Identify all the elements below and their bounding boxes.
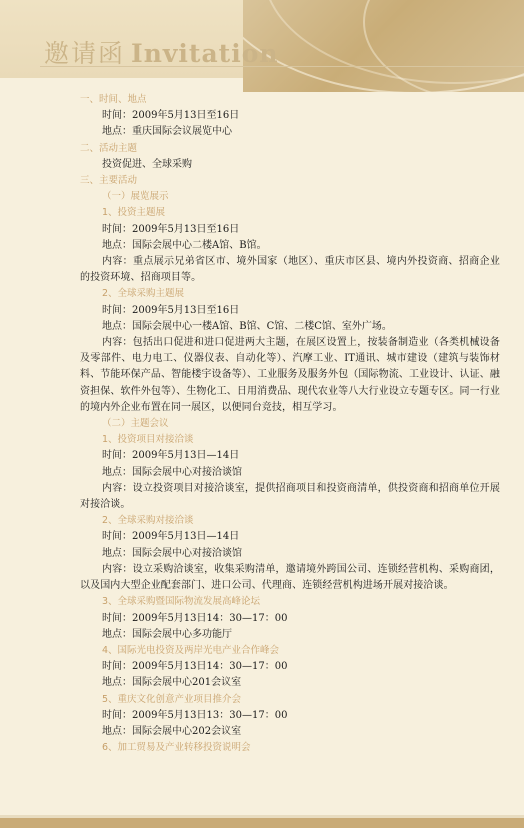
body-line: 地点：国际会展中心一楼A馆、B馆、C馆、二楼C馆、室外广场。 <box>102 320 392 332</box>
body-line: 时间：2009年5月13日—14日 <box>102 450 240 462</box>
body-paragraph: 内容：设立采购洽谈室，收集采购清单，邀请境外跨国公司、连锁经营机构、采购商团，以及国内大型企业配套部门、进口公司、代理商、连锁经营机构进场开展对接洽谈。 <box>80 563 500 592</box>
section-heading: 5、重庆文化创意产业项目推介会 <box>102 693 242 705</box>
section-heading: 3、全球采购暨国际物流发展高峰论坛 <box>102 596 261 608</box>
body-line: 时间：2009年5月13日13：30—17：00 <box>102 709 288 721</box>
section-heading: 2、全球采购对接洽谈 <box>102 515 194 527</box>
section-heading: 4、国际光电投资及两岸光电产业合作峰会 <box>102 644 280 656</box>
section-heading: （一）展览展示 <box>102 191 169 203</box>
body-line: 地点：国际会展中心对接洽谈馆 <box>102 547 242 559</box>
section-heading: 三、主要活动 <box>80 175 138 187</box>
body-paragraph: 内容：重点展示兄弟省区市、境外国家（地区）、重庆市区县、境内外投资商、招商企业的投资环境、招商项目等。 <box>80 256 500 284</box>
body-line: 地点：重庆国际会议展览中心 <box>102 126 232 138</box>
section-heading: 1、投资项目对接洽谈 <box>102 434 194 446</box>
body-line: 时间：2009年5月13日至16日 <box>102 304 240 316</box>
body-line: 投资促进、全球采购 <box>102 158 192 170</box>
section-heading: 2、全球采购主题展 <box>102 288 185 300</box>
body-line: 地点：国际会展中心二楼A馆、B馆。 <box>102 239 267 251</box>
section-heading: 1、投资主题展 <box>102 207 166 219</box>
body-line: 地点：国际会展中心202会议室 <box>102 725 242 737</box>
body-line: 时间：2009年5月13日14：30—17：00 <box>102 661 288 673</box>
section-heading: 一、时间、地点 <box>80 94 147 105</box>
body-line: 时间：2009年5月13日至16日 <box>102 110 240 122</box>
body-line: 时间：2009年5月13日—14日 <box>102 531 240 543</box>
body-line: 地点：国际会展中心多功能厅 <box>102 628 232 640</box>
body-line: 地点：国际会展中心201会议室 <box>102 677 242 689</box>
decorative-swoosh <box>243 0 524 92</box>
invitation-body <box>80 92 500 756</box>
section-heading: 6、加工贸易及产业转移投资说明会 <box>102 742 251 754</box>
body-paragraph: 内容：设立投资项目对接洽谈室，提供招商项目和投资商清单，供投资商和招商单位开展对接洽谈。 <box>80 482 500 511</box>
title-chinese: 邀请函 <box>44 39 126 68</box>
body-line: 时间：2009年5月13日至16日 <box>102 223 240 235</box>
body-line: 地点：国际会展中心对接洽谈馆 <box>102 466 242 478</box>
body-line: 时间：2009年5月13日14：30—17：00 <box>102 612 288 624</box>
body-paragraph: 内容：包括出口促进和进口促进两大主题，在展区设置上，按装备制造业（各类机械设备及零部件、电力电工、仪器仪表、自动化等）、汽摩工业、IT通讯、城市建设（建筑与装饰材料、节能环保产品、智能楼宇设备等）、工业服务及服务外包（国际物流、工业设计、认证、融资担保、软件外包等）、生物化工、日用消费品、现代农业等八大行业设立专题专区。同一行业的境内外企业布置在同一展区，以便同台竞技，相互学习。 <box>80 337 500 413</box>
footer-band <box>0 818 524 828</box>
page-title <box>44 34 279 70</box>
section-heading: 二、活动主题 <box>80 142 138 154</box>
title-english: Invitation <box>131 39 279 68</box>
section-heading: （二）主题会议 <box>102 418 169 430</box>
